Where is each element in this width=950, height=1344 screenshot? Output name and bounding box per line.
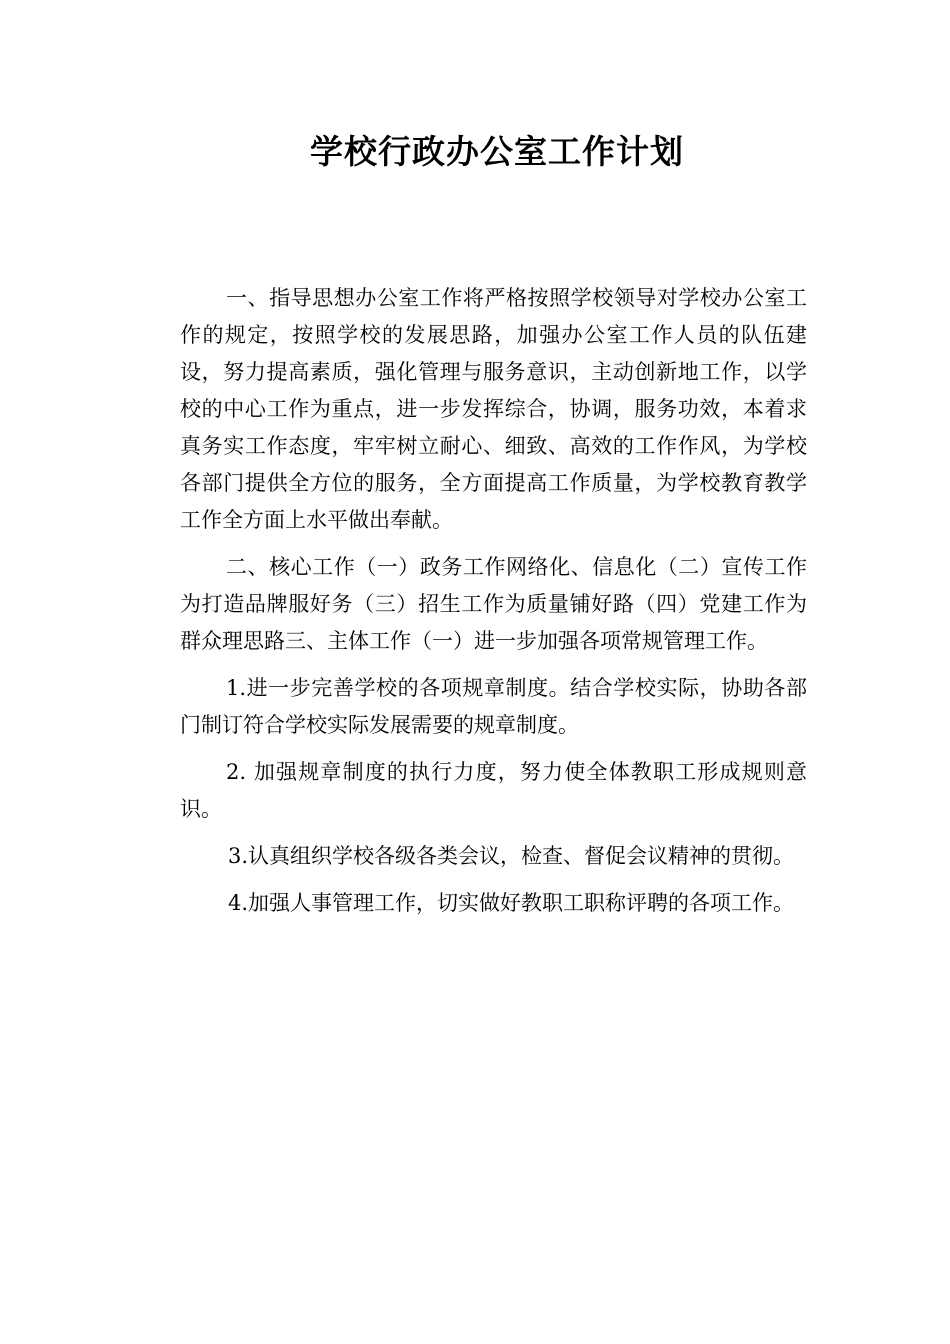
paragraph-item-2: 2. 加强规章制度的执行力度，努力使全体教职工形成规则意识。: [180, 760, 807, 821]
paragraph-item-4: 4.加强人事管理工作，切实做好教职工职称评聘的各项工作。: [228, 891, 795, 915]
paragraph-core-work: 二、核心工作（一）政务工作网络化、信息化（二）宣传工作为打造品牌服好务（三）招生工作为质量铺好路（四）党建工作为群众理思路三、主体工作（一）进一步加强各项常规管理工作。: [180, 555, 807, 653]
paragraph-guiding-thought: 一、指导思想办公室工作将严格按照学校领导对学校办公室工作的规定，按照学校的发展思路，加强办公室工作人员的队伍建设，努力提高素质，强化管理与服务意识，主动创新地工作，以学校的中心工作为重点，进一步发挥综合，协调，服务功效，本着求真务实工作态度，牢牢树立耐心、细致、高效的工作作风，为学校各部门提供全方位的服务，全方面提高工作质量，为学校教育教学工作全方面上水平做出奉献。: [180, 286, 807, 532]
paragraph-item-1: 1.进一步完善学校的各项规章制度。结合学校实际，协助各部门制订符合学校实际发展需要的规章制度。: [180, 676, 807, 737]
paragraph-item-3: 3.认真组织学校各级各类会议，检查、督促会议精神的贯彻。: [228, 844, 795, 868]
document-title: 学校行政办公室工作计划: [310, 132, 684, 171]
document-body: [180, 276, 807, 928]
